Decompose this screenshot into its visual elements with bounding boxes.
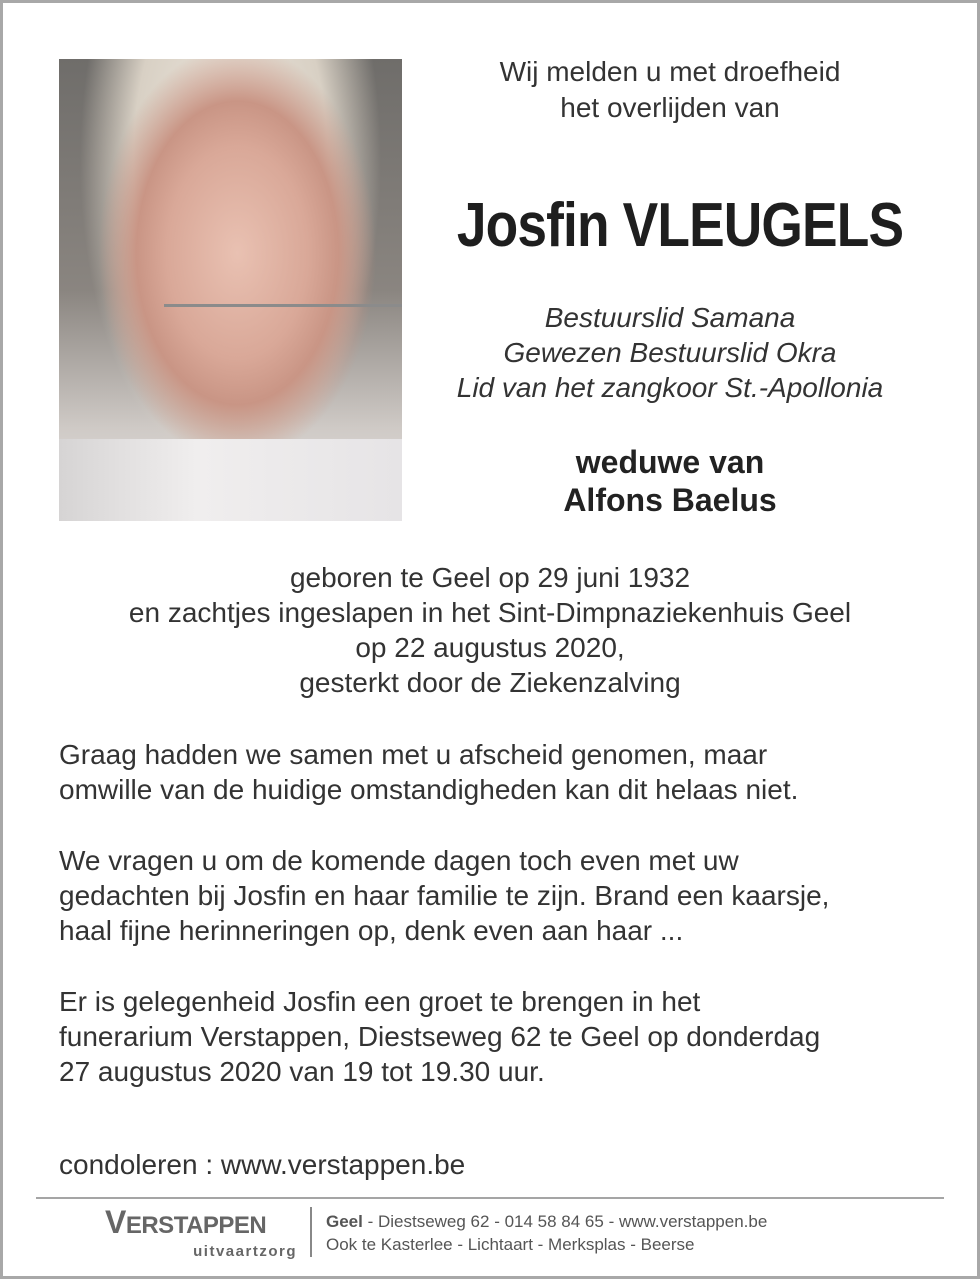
info-line: op 22 augustus 2020, bbox=[355, 632, 625, 663]
condolences-link[interactable]: condoleren : www.verstappen.be bbox=[59, 1149, 466, 1180]
role-line: Gewezen Bestuurslid Okra bbox=[503, 337, 837, 368]
text-line: Er is gelegenheid Josfin een groet te brengen in het bbox=[59, 986, 701, 1017]
logo-name: ERSTAPPEN bbox=[125, 1212, 267, 1239]
intro-text bbox=[430, 54, 910, 126]
text-line: haal fijne herinneringen op, denk even aan haar ... bbox=[59, 915, 684, 946]
spouse-name: Alfons Baelus bbox=[563, 482, 777, 518]
role-line: Lid van het zangkoor St.-Apollonia bbox=[456, 372, 884, 403]
text-line: gedachten bij Josfin en haar familie te zijn. Brand een kaarsje, bbox=[59, 880, 830, 911]
footer-locations: Ook te Kasterlee - Lichtaart - Merksplas - Beerse bbox=[326, 1235, 695, 1254]
photo-detail bbox=[164, 304, 402, 377]
info-line: geboren te Geel op 29 juni 1932 bbox=[289, 562, 691, 593]
footer-address bbox=[326, 1210, 767, 1256]
footer-separator bbox=[310, 1207, 312, 1257]
footer-contact: - Diestseweg 62 - 014 58 84 65 - www.verstappen.be bbox=[362, 1212, 768, 1231]
paragraph-visitation bbox=[59, 984, 939, 1089]
widow-of bbox=[430, 443, 910, 519]
text-line: Graag hadden we samen met u afscheid genomen, maar bbox=[59, 739, 768, 770]
intro-line: Wij melden u met droefheid bbox=[499, 56, 841, 87]
widow-label: weduwe van bbox=[575, 444, 765, 480]
text-line: omwille van de huidige omstandigheden kan dit helaas niet. bbox=[59, 774, 799, 805]
footer-divider bbox=[36, 1197, 944, 1199]
paragraph-farewell bbox=[59, 737, 939, 807]
footer-city: Geel bbox=[326, 1212, 363, 1231]
roles bbox=[420, 300, 920, 405]
info-line: gesterkt door de Ziekenzalving bbox=[299, 667, 681, 698]
text-line: 27 augustus 2020 van 19 tot 19.30 uur. bbox=[59, 1056, 545, 1087]
logo-initial: V bbox=[105, 1204, 126, 1240]
role-line: Bestuurslid Samana bbox=[544, 302, 796, 333]
text-line: We vragen u om de komende dagen toch even met uw bbox=[59, 845, 739, 876]
info-line: en zachtjes ingeslapen in het Sint-Dimpnaziekenhuis Geel bbox=[128, 597, 852, 628]
deceased-name: Josfin VLEUGELS bbox=[456, 191, 904, 260]
paragraph-thoughts bbox=[59, 843, 939, 948]
verstappen-logo bbox=[105, 1204, 297, 1260]
portrait-photo bbox=[59, 59, 402, 521]
text-line: funerarium Verstappen, Diestseweg 62 te Geel op donderdag bbox=[59, 1021, 821, 1052]
intro-line: het overlijden van bbox=[560, 92, 780, 123]
birth-death-info bbox=[40, 560, 940, 700]
logo-subtitle: uitvaartzorg bbox=[193, 1243, 297, 1260]
photo-detail bbox=[59, 439, 402, 521]
